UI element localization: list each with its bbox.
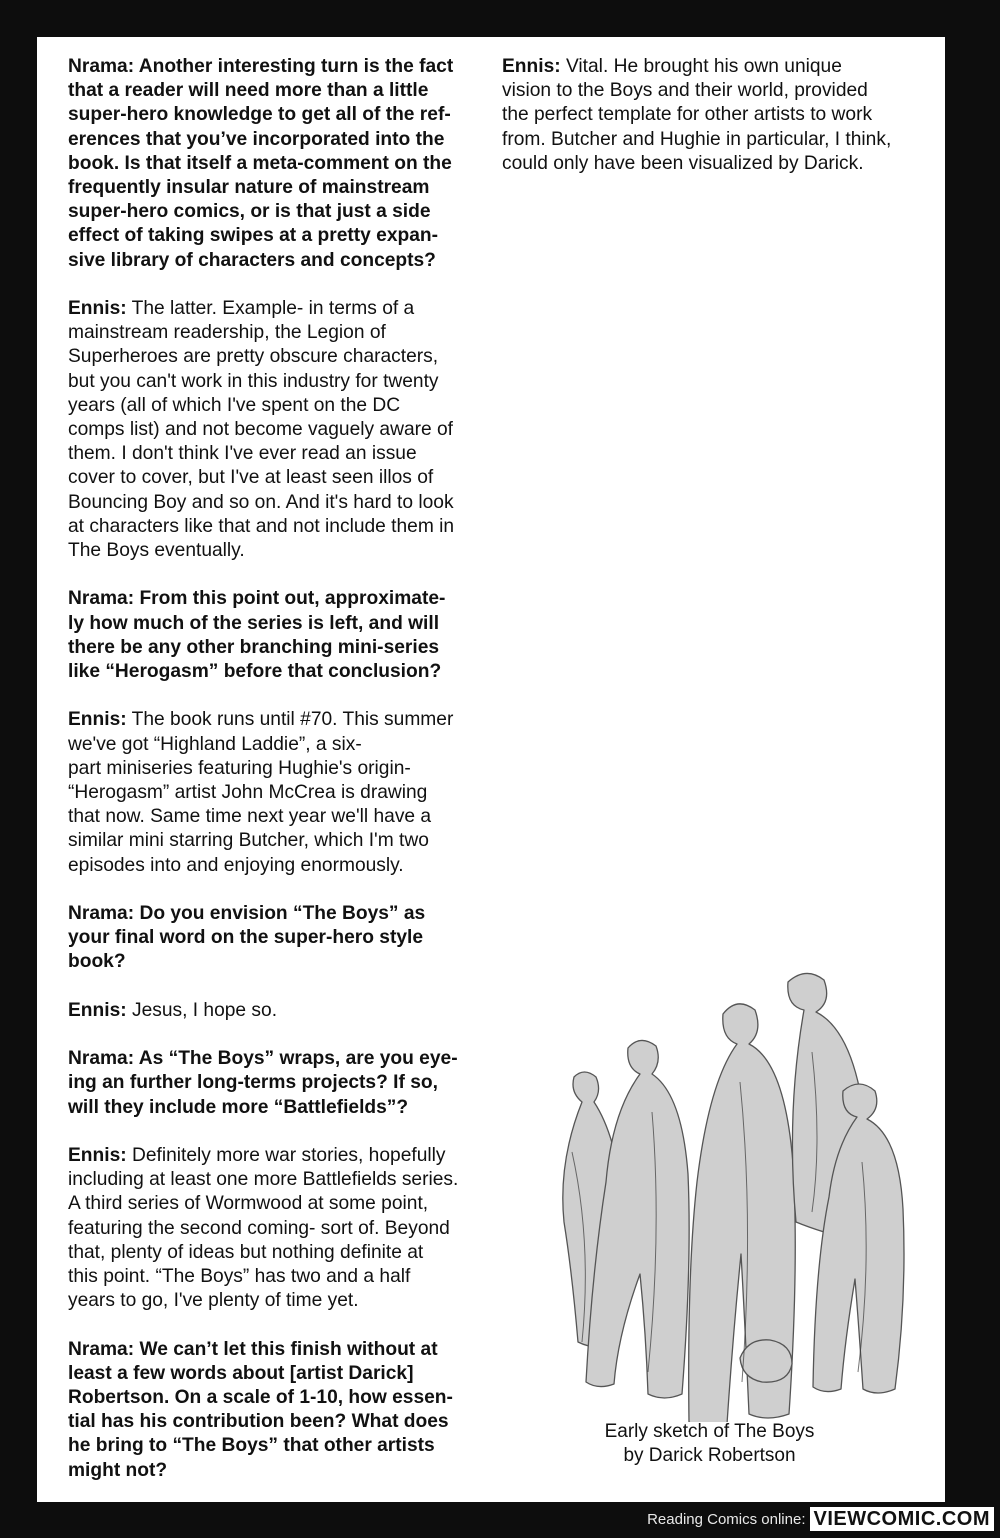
speaker-label: Nrama: — [68, 1048, 135, 1070]
answer-text: Jesus, I hope so. — [126, 999, 278, 1021]
sketch-illustration — [512, 972, 922, 1422]
interview-question-3 — [68, 902, 488, 975]
interview-question-5 — [68, 1338, 488, 1483]
question-text: As “The Boys” wraps, are you eye- ing an further long-terms projects? If so, will they include more “Battlefields”? — [68, 1048, 458, 1118]
answer-text: The latter. Example- in terms of a mainstream readership, the Legion of Superheroes are pretty obscure characters, but you can't work in this industry for twenty years (all of which I've spent on the DC comps list) and not become vaguely aware of them. I don't think I've ever read an issue cover to cover, but I've at least seen illos of Bouncing Boy and so on. And it's hard to look at characters like that and not include them in The Boys eventually. — [68, 298, 455, 562]
sketch-dog — [740, 1340, 792, 1382]
speaker-label: Ennis: — [68, 298, 127, 320]
interview-question-4 — [68, 1047, 488, 1120]
speaker-label: Ennis: — [502, 56, 561, 77]
interview-answer-1 — [68, 297, 488, 563]
speaker-label: Ennis: — [68, 709, 127, 731]
speaker-label: Nrama: — [68, 588, 135, 610]
right-column — [502, 55, 912, 200]
interview-answer-2 — [68, 708, 488, 877]
question-text: Do you envision “The Boys” as your final word on the super-hero style book? — [68, 903, 426, 973]
left-column — [68, 55, 488, 1507]
speaker-label: Ennis: — [68, 999, 127, 1021]
question-text: Another interesting turn is the fact that a reader will need more than a little super-hero knowledge to get all of the ref- erences that you’ve incorporated into the book. Is that itself a meta-comment on the frequently insular nature of mainstream super-hero comics, or is that just a side effect of taking swipes at a pretty expan- sive library of characters and concepts? — [68, 56, 454, 271]
answer-text: The book runs until #70. This summer we've got “Highland Laddie”, a six- part miniseries featuring Hughie's origin- “Herogasm” artist John McCrea is drawing that now. Same time next year we'll have a similar mini starring Butcher, which I'm two episodes into and enjoying enormously. — [68, 709, 454, 876]
speaker-label: Nrama: — [68, 903, 135, 925]
interview-question-1 — [68, 55, 488, 273]
viewcomic-logo: VIEWCOMIC.COM — [810, 1507, 995, 1531]
interview-answer-5 — [502, 55, 912, 176]
answer-text: Definitely more war stories, hopefully including at least one more Battlefields series. A third series of Wormwood at some point, featuring the second coming- sort of. Beyond that, plenty of ideas but nothing definite at this point. “The Boys” has two and a half years to go, I've plenty of time yet. — [68, 1145, 459, 1312]
sketch-figure-2 — [586, 1040, 689, 1398]
interview-question-2 — [68, 587, 488, 684]
speaker-label: Nrama: — [68, 56, 135, 77]
comic-page — [37, 37, 945, 1502]
question-text: We can’t let this finish without at least a few words about [artist Darick] Robertson. On a scale of 1-10, how essen- tial has his contribution been? What does he bring to “The Boys” that other artists might not? — [68, 1338, 453, 1481]
interview-answer-4 — [68, 1144, 488, 1313]
speaker-label: Ennis: — [68, 1145, 127, 1167]
question-text: From this point out, approximate- ly how much of the series is left, and will there be any other branching mini-series like “Herogasm” before that conclusion? — [68, 588, 446, 683]
interview-answer-3 — [68, 999, 488, 1023]
sketch-caption: Early sketch of The Boys by Darick Robertson — [604, 1421, 815, 1466]
footer-text: Reading Comics online: — [647, 1510, 806, 1528]
footer-watermark — [647, 1507, 994, 1531]
answer-text: Vital. He brought his own unique vision to the Boys and their world, provided the perfect template for other artists to work from. Butcher and Hughie in particular, I think, could only have been visualized by Darick. — [502, 56, 892, 174]
speaker-label: Nrama: — [68, 1338, 135, 1360]
